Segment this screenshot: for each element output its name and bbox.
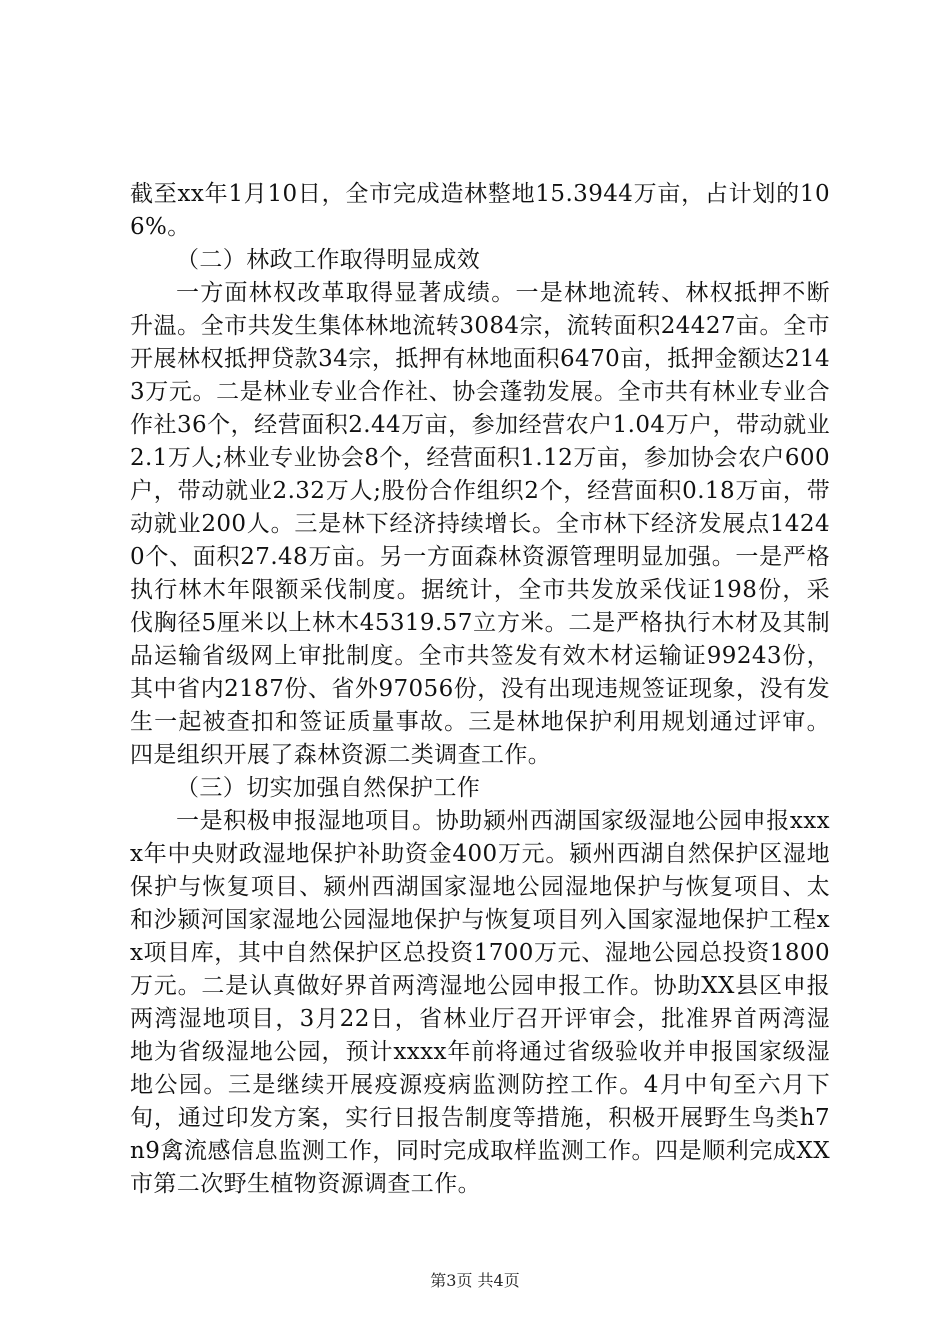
section-heading-forestry-administration: （二）林政工作取得明显成效 — [176, 247, 481, 273]
paragraph-nature-protection: 一是积极申报湿地项目。协助颍州西湖国家级湿地公园申报xxxx年中央财政湿地保护补助资金400万元。颍州西湖自然保护区湿地保护与恢复项目、颍州西湖国家湿地公园湿地保护与恢复项目、太和沙颍河国家湿地公园湿地保护与恢复项目列入国家湿地保护工程xx项目库，其中自然保护区总投资1700万元、湿地公园总投资1800万元。二是认真做好界首两湾湿地公园申报工作。协助XX县区申报两湾湿地项目，3月22日，省林业厅召开评审会，批准界首两湾湿地为省级湿地公园，预计xxxx年前将通过省级验收并申报国家级湿地公园。三是继续开展疫源疫病监测防控工作。4月中旬至六月下旬，通过印发方案，实行日报告制度等措施，积极开展野生鸟类h7n9禽流感信息监测工作，同时完成取样监测工作。四是顺利完成XX市第二次野生植物资源调查工作。 — [130, 808, 830, 1197]
paragraph-progress-summary: 截至xx年1月10日，全市完成造林整地15.3944万亩，占计划的106%。 — [130, 181, 830, 240]
paragraph-forestry-administration: 一方面林权改革取得显著成绩。一是林地流转、林权抵押不断升温。全市共发生集体林地流转3084宗，流转面积24427亩。全市开展林权抵押贷款34宗，抵押有林地面积6470亩，抵押金额达2143万元。二是林业专业合作社、协会蓬勃发展。全市共有林业专业合作社36个，经营面积2.44万亩，参加经营农户1.04万户，带动就业2.1万人;林业专业协会8个，经营面积1.12万亩，参加协会农户600户，带动就业2.32万人;股份合作组织2个，经营面积0.18万亩，带动就业200人。三是林下经济持续增长。全市林下经济发展点14240个、面积27.48万亩。另一方面森林资源管理明显加强。一是严格执行林木年限额采伐制度。据统计，全市共发放采伐证198份，采伐胸径5厘米以上林木45319.57立方米。二是严格执行木材及其制品运输省级网上审批制度。全市共签发有效木材运输证99243份，其中省内2187份、省外97056份，没有出现违规签证现象，没有发生一起被查扣和签证质量事故。三是林地保护利用规划通过评审。四是组织开展了森林资源二类调查工作。 — [130, 280, 830, 768]
document-body — [130, 178, 830, 1201]
page-number-footer: 第3页 共4页 — [430, 1271, 520, 1290]
section-heading-nature-protection: （三）切实加强自然保护工作 — [176, 775, 481, 801]
